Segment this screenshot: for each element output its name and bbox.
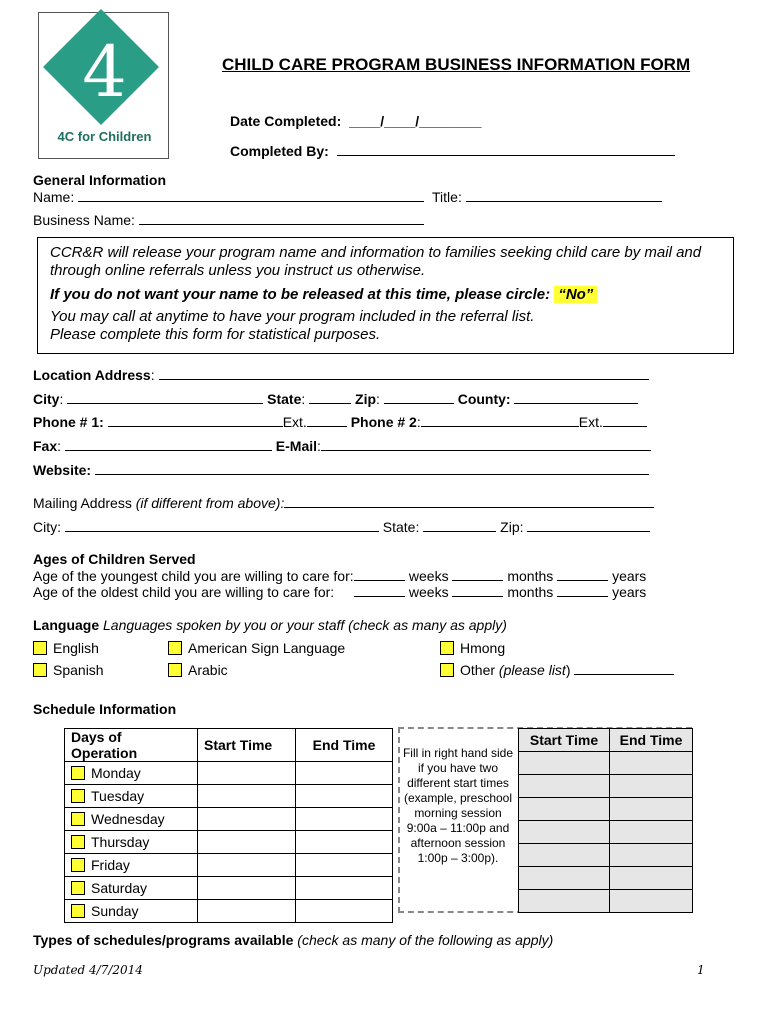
monday-checkbox[interactable] <box>71 766 85 780</box>
second-schedule-row <box>519 821 693 844</box>
youngest-weeks-field[interactable] <box>354 568 405 581</box>
mailing-address-field[interactable] <box>284 495 654 508</box>
end-time-column-header: End Time <box>296 729 393 762</box>
name-field[interactable] <box>78 189 424 202</box>
logo-caption: 4C for Children <box>57 129 152 144</box>
second-schedule-table <box>518 728 693 913</box>
mailing-zip-field[interactable] <box>527 519 650 532</box>
mailing-city-row <box>33 519 650 535</box>
second-start-time-cell[interactable] <box>519 752 610 775</box>
schedule-row-saturday <box>65 877 393 900</box>
schedule-heading: Schedule Information <box>33 701 177 717</box>
end-time-cell[interactable] <box>296 900 393 923</box>
language-row <box>33 617 507 633</box>
day-cell <box>65 785 198 808</box>
second-schedule-header-row <box>519 729 693 752</box>
notice-text-3: You may call at anytime to have your program included in the referral list. <box>50 308 535 325</box>
start-time-cell[interactable] <box>198 762 296 785</box>
county-label: County: <box>457 391 511 407</box>
oldest-age-row <box>33 584 334 600</box>
website-row <box>33 462 649 478</box>
phone1-label: Phone # 1: <box>33 414 104 430</box>
second-end-time-header: End Time <box>610 729 693 752</box>
other-label: Other <box>460 662 496 678</box>
english-label: English <box>53 640 99 656</box>
language-option-other[interactable] <box>440 662 674 678</box>
zip-label: Zip <box>355 391 377 407</box>
start-time-cell[interactable] <box>198 831 296 854</box>
day-label-tuesday: Tuesday <box>91 788 145 804</box>
second-end-time-cell[interactable] <box>610 752 693 775</box>
language-option-spanish[interactable] <box>33 662 104 678</box>
business-name-field[interactable] <box>139 212 424 225</box>
location-address-row: Location Address: <box>33 367 649 383</box>
phone1-field[interactable] <box>108 414 283 427</box>
ages-heading: Ages of Children Served <box>33 551 196 567</box>
second-start-time-header: Start Time <box>519 729 610 752</box>
day-label-thursday: Thursday <box>91 834 150 850</box>
hmong-label: Hmong <box>460 640 506 656</box>
fax-field[interactable] <box>65 438 272 451</box>
youngest-months-field[interactable] <box>452 568 503 581</box>
youngest-years-label: years <box>612 568 647 584</box>
state-label: State <box>267 391 302 407</box>
start-time-column-header: Start Time <box>198 729 296 762</box>
thursday-checkbox[interactable] <box>71 835 85 849</box>
completed-by-row <box>230 143 675 159</box>
tuesday-checkbox[interactable] <box>71 789 85 803</box>
start-time-cell[interactable] <box>198 854 296 877</box>
asl-label: American Sign Language <box>188 640 346 656</box>
page-title: CHILD CARE PROGRAM BUSINESS INFORMATION FORM <box>222 55 691 74</box>
second-start-time-cell[interactable] <box>519 890 610 913</box>
language-heading: Language <box>33 617 100 633</box>
spanish-label: Spanish <box>53 662 104 678</box>
second-start-time-cell[interactable] <box>519 798 610 821</box>
day-cell <box>65 831 198 854</box>
title-label: Title: <box>432 189 462 205</box>
notice-text-4: Please complete this form for statistical purposes. <box>50 326 381 343</box>
youngest-months-label: months <box>507 568 554 584</box>
ext1-label: Ext. <box>282 414 307 430</box>
second-end-time-cell[interactable] <box>610 844 693 867</box>
no-option[interactable]: “No” <box>554 286 597 303</box>
hmong-checkbox[interactable] <box>440 641 454 655</box>
day-cell <box>65 762 198 785</box>
business-name-row <box>33 212 424 228</box>
name-label: Name: <box>33 189 75 205</box>
types-note: (check as many of the following as apply) <box>297 932 554 948</box>
mailing-state-field[interactable] <box>423 519 496 532</box>
oldest-years-label: years <box>612 584 647 600</box>
second-schedule-row <box>519 752 693 775</box>
schedule-row-sunday <box>65 900 393 923</box>
day-label-wednesday: Wednesday <box>91 811 165 827</box>
referral-notice <box>37 237 734 354</box>
language-note: Languages spoken by you or your staff (check as many as apply) <box>103 617 507 633</box>
other-note-close: ) <box>565 662 571 678</box>
mailing-city-field[interactable] <box>65 519 379 532</box>
oldest-months-field[interactable] <box>452 584 503 597</box>
second-end-time-cell[interactable] <box>610 775 693 798</box>
city-state-row: City: State: Zip: County: <box>33 391 638 407</box>
youngest-age-row <box>33 568 354 584</box>
day-cell <box>65 877 198 900</box>
oldest-age-label: Age of the oldest child you are willing to care for: <box>33 584 335 600</box>
day-cell <box>65 900 198 923</box>
notice-text-1: CCR&R will release your program name and information to families seeking child care by mail and through online referrals unless you instruct us otherwise. <box>50 244 702 279</box>
other-checkbox[interactable] <box>440 663 454 677</box>
second-end-time-cell[interactable] <box>610 798 693 821</box>
start-time-cell[interactable] <box>198 785 296 808</box>
language-option-arabic[interactable] <box>168 662 228 678</box>
date-completed-label: Date Completed: <box>230 113 342 129</box>
mailing-address-label: Mailing Address <box>33 495 132 511</box>
day-cell <box>65 808 198 831</box>
end-time-cell[interactable] <box>296 808 393 831</box>
second-start-time-cell[interactable] <box>519 775 610 798</box>
second-end-time-cell[interactable] <box>610 821 693 844</box>
end-time-cell[interactable] <box>296 785 393 808</box>
end-time-cell[interactable] <box>296 762 393 785</box>
logo-mark: 4 <box>82 31 127 113</box>
oldest-weeks-label: weeks <box>408 584 449 600</box>
fax-label: Fax <box>33 438 58 454</box>
general-information-heading: General Information <box>33 172 167 188</box>
day-label-saturday: Saturday <box>91 880 148 896</box>
page-number: 1 <box>697 963 705 977</box>
start-time-cell[interactable] <box>198 877 296 900</box>
friday-checkbox[interactable] <box>71 858 85 872</box>
day-label-sunday: Sunday <box>91 903 139 919</box>
county-field[interactable] <box>514 391 638 404</box>
oldest-years-field[interactable] <box>557 584 608 597</box>
schedule-row-wednesday <box>65 808 393 831</box>
oldest-months-label: months <box>507 584 554 600</box>
phone2-label: Phone # 2 <box>350 414 417 430</box>
updated-date: Updated 4/7/2014 <box>33 963 143 977</box>
mailing-address-row <box>33 495 654 511</box>
business-name-label: Business Name: <box>33 212 135 228</box>
day-label-monday: Monday <box>91 765 141 781</box>
end-time-cell[interactable] <box>296 877 393 900</box>
mailing-city-label: City: <box>33 519 61 535</box>
second-start-time-cell[interactable] <box>519 867 610 890</box>
state-field[interactable] <box>309 391 351 404</box>
second-start-time-cell[interactable] <box>519 844 610 867</box>
saturday-checkbox[interactable] <box>71 881 85 895</box>
other-note: (please list <box>498 662 566 678</box>
english-checkbox[interactable] <box>33 641 47 655</box>
date-completed-row <box>230 113 481 129</box>
oldest-age-fields <box>354 584 646 600</box>
language-option-asl[interactable] <box>168 640 345 656</box>
mailing-address-note: (if different from above): <box>135 495 285 511</box>
other-language-field[interactable] <box>574 662 674 675</box>
day-cell <box>65 854 198 877</box>
schedule-header-row <box>65 729 393 762</box>
email-field[interactable] <box>321 438 651 451</box>
second-schedule-row <box>519 775 693 798</box>
second-end-time-cell[interactable] <box>610 890 693 913</box>
second-end-time-cell[interactable] <box>610 867 693 890</box>
website-label: Website: <box>33 462 92 478</box>
sunday-checkbox[interactable] <box>71 904 85 918</box>
youngest-age-fields <box>354 568 646 584</box>
schedule-row-thursday <box>65 831 393 854</box>
second-schedule-row <box>519 844 693 867</box>
arabic-label: Arabic <box>188 662 228 678</box>
logo <box>38 12 169 159</box>
location-address-label: Location Address <box>33 367 151 383</box>
title-field[interactable] <box>466 189 662 202</box>
youngest-weeks-label: weeks <box>408 568 449 584</box>
spanish-checkbox[interactable] <box>33 663 47 677</box>
phone-row: Phone # 1: Ext. Phone # 2: Ext. <box>33 414 647 430</box>
arabic-checkbox[interactable] <box>168 663 182 677</box>
end-time-cell[interactable] <box>296 854 393 877</box>
zip-field[interactable] <box>384 391 454 404</box>
end-time-cell[interactable] <box>296 831 393 854</box>
mailing-zip-label: Zip: <box>500 519 524 535</box>
second-schedule-row <box>519 867 693 890</box>
language-option-english[interactable] <box>33 640 99 656</box>
city-label: City <box>33 391 60 407</box>
second-schedule-row <box>519 890 693 913</box>
completed-by-field[interactable] <box>337 143 675 156</box>
days-column-header: Days of Operation <box>65 729 198 762</box>
second-session-note: Fill in right hand side if you have two different start times (example, preschool morning session 9:00a – 11:00p and afternoon session 1:00p – 3:00p). <box>402 746 514 865</box>
ext2-label: Ext. <box>578 414 603 430</box>
fax-email-row: Fax: E-Mail: <box>33 438 651 454</box>
date-completed-field[interactable]: ____/____/________ <box>349 113 482 129</box>
mailing-state-label: State: <box>382 519 420 535</box>
email-label: E-Mail <box>275 438 318 454</box>
second-schedule-row <box>519 798 693 821</box>
completed-by-label: Completed By: <box>230 143 329 159</box>
phone2-field[interactable] <box>421 414 579 427</box>
oldest-weeks-field[interactable] <box>354 584 405 597</box>
ext1-field[interactable] <box>307 414 347 427</box>
schedule-row-monday <box>65 762 393 785</box>
location-address-field[interactable] <box>159 367 649 380</box>
day-label-friday: Friday <box>91 857 130 873</box>
youngest-age-label: Age of the youngest child you are willing to care for: <box>33 568 354 584</box>
wednesday-checkbox[interactable] <box>71 812 85 826</box>
start-time-cell[interactable] <box>198 900 296 923</box>
city-field[interactable] <box>67 391 263 404</box>
start-time-cell[interactable] <box>198 808 296 831</box>
second-start-time-cell[interactable] <box>519 821 610 844</box>
types-heading: Types of schedules/programs available <box>33 932 294 948</box>
language-option-hmong[interactable] <box>440 640 505 656</box>
ext2-field[interactable] <box>603 414 647 427</box>
types-row <box>33 932 553 948</box>
notice-circle-text: If you do not want your name to be released at this time, please circle: <box>50 286 551 303</box>
asl-checkbox[interactable] <box>168 641 182 655</box>
website-field[interactable] <box>95 462 649 475</box>
notice-circle-row <box>50 286 721 304</box>
schedule-table <box>64 728 393 923</box>
schedule-row-friday <box>65 854 393 877</box>
name-row <box>33 189 662 205</box>
schedule-row-tuesday <box>65 785 393 808</box>
youngest-years-field[interactable] <box>557 568 608 581</box>
